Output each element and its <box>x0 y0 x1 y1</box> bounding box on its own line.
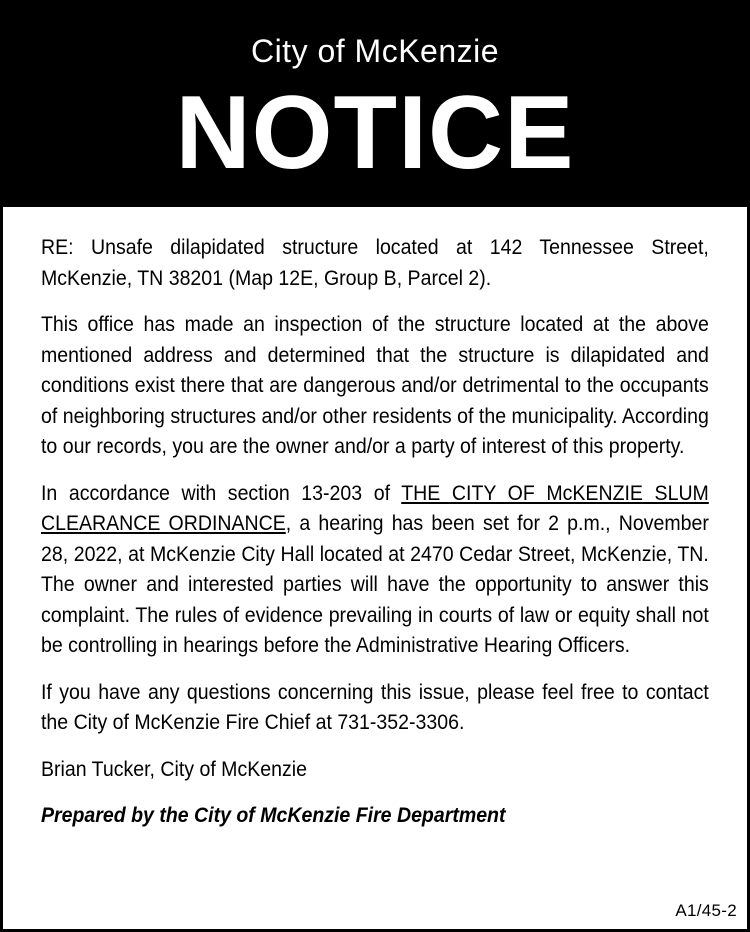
hearing-details: , a hearing has been set for 2 p.m., November 28, 2022, at McKenzie City Hall located at 2470 Cedar Street, McKenzie, TN. The owner and interested parties will have the opportunity to answer this complaint. The rules of evidence prevailing in courts of law or equity shall not be controlling in hearings before the Administrative Hearing Officers. <box>41 512 709 657</box>
ad-code: A1/45-2 <box>675 901 737 920</box>
notice-title: NOTICE <box>175 75 575 191</box>
hearing-paragraph <box>41 479 709 662</box>
prepared-by-line: Prepared by the City of McKenzie Fire Department <box>41 804 506 827</box>
notice-body <box>3 207 747 832</box>
city-name: City of McKenzie <box>250 33 500 69</box>
signature-line: Brian Tucker, City of McKenzie <box>41 757 307 781</box>
re-line: RE: Unsafe dilapidated structure located at 142 Tennessee Street, McKenzie, TN 38201 (Map 12E, Group B, Parcel 2). <box>41 236 709 290</box>
notice-header <box>3 3 747 207</box>
inspection-paragraph: This office has made an inspection of the structure located at the above mentioned address and determined that the structure is dilapidated and conditions exist there that are dangerous and/or detrimental to the occupants of neighboring structures and/or other residents of the municipality. According to our records, you are the owner and/or a party of interest of this property. <box>41 313 709 458</box>
hearing-prefix: In accordance with section 13-203 of <box>41 481 402 505</box>
contact-paragraph: If you have any questions concerning this issue, please feel free to contact the City of McKenzie Fire Chief at 731-352-3306. <box>41 680 709 734</box>
ordinance-name: THE CITY OF McKENZIE SLUM CLEARANCE ORDINANCE <box>41 481 709 535</box>
